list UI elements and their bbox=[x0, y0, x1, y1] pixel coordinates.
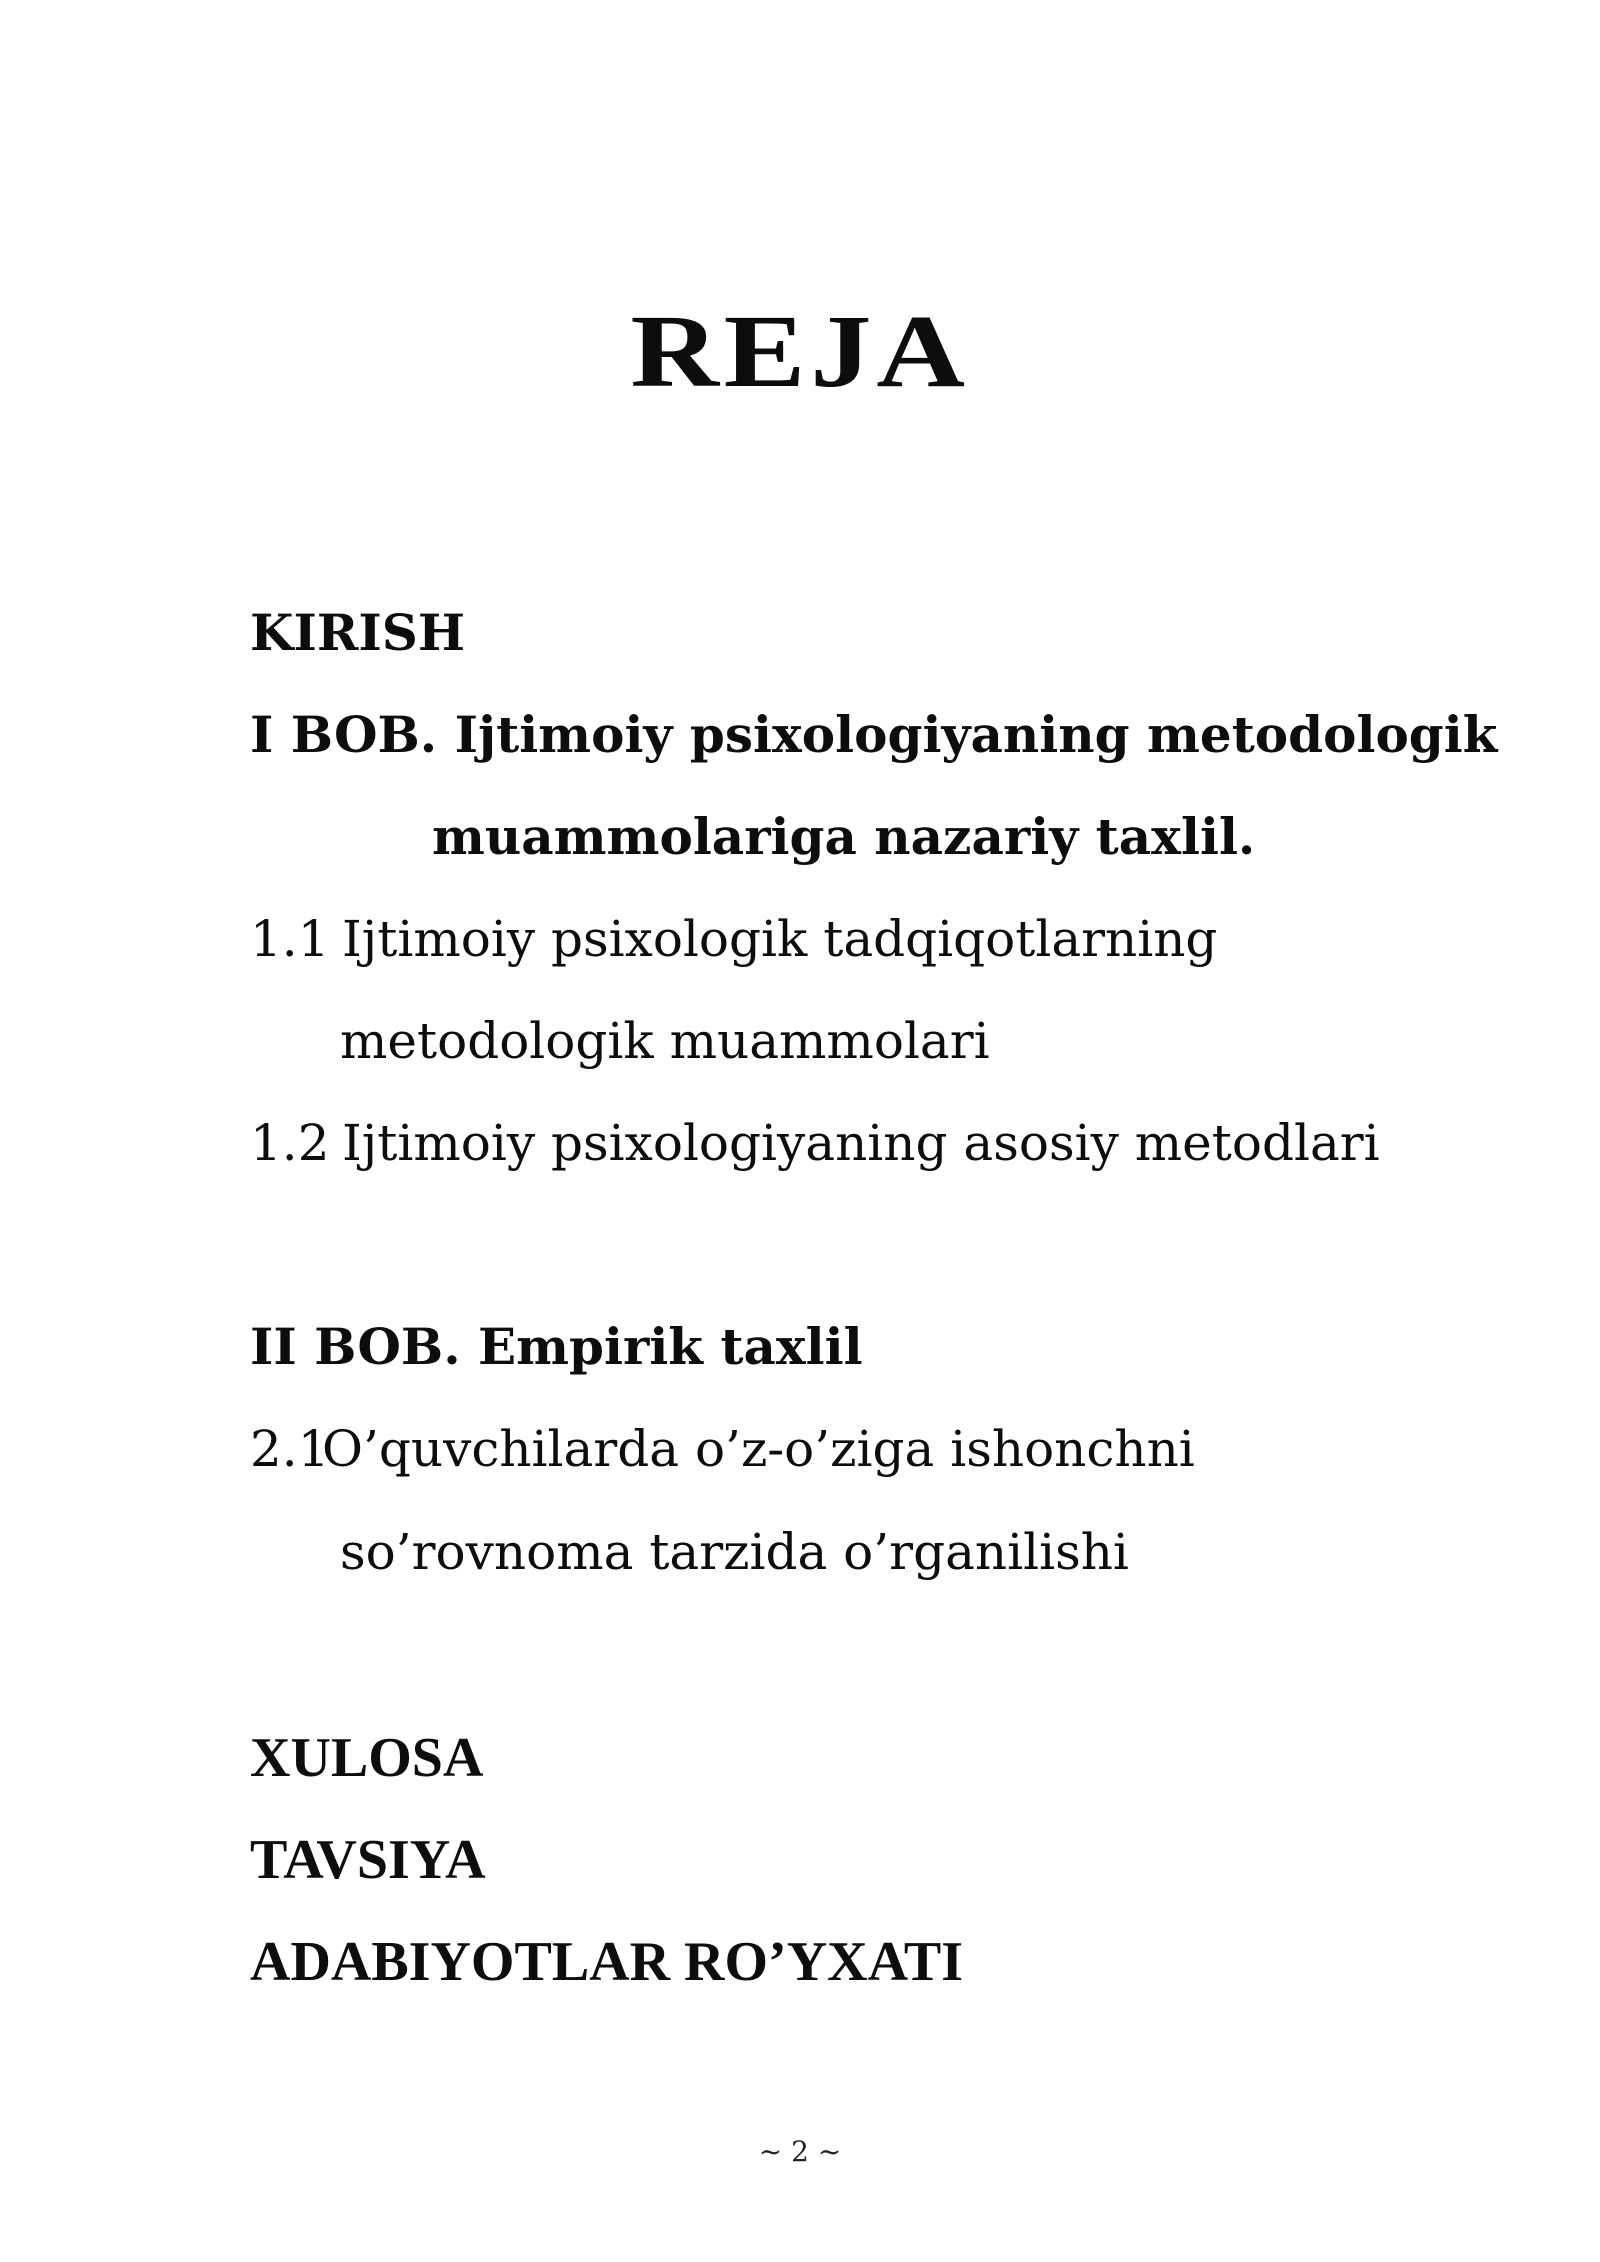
toc-entry-bob2: II BOB. Empirik taxlil bbox=[250, 1317, 863, 1376]
toc-entry-1-1 bbox=[250, 910, 1218, 968]
section-title: O’quvchilarda o’z-o’ziga ishonchni bbox=[322, 1420, 1195, 1478]
section-number: 1.1 bbox=[250, 910, 330, 968]
section-title: Ijtimoiy psixologik tadqiqotlarning bbox=[342, 910, 1218, 968]
toc-entry-tavsiya: TAVSIYA bbox=[250, 1829, 486, 1891]
toc-entry-1-1-cont: metodologik muammolari bbox=[340, 1012, 990, 1070]
page-number: ~ 2 ~ bbox=[758, 2135, 842, 2168]
section-number: 2.1 bbox=[250, 1420, 330, 1478]
toc-entry-xulosa: XULOSA bbox=[250, 1727, 484, 1789]
toc-entry-1-2 bbox=[250, 1114, 1380, 1172]
toc-entry-bob1-line1: I BOB. Ijtimoiy psixologiyaning metodologik bbox=[250, 705, 1498, 764]
toc-entry-2-1-cont: so’rovnoma tarzida o’rganilishi bbox=[340, 1523, 1129, 1581]
toc-entry-adabiyotlar: ADABIYOTLAR RO’YXATI bbox=[250, 1931, 964, 1993]
section-title: Ijtimoiy psixologiyaning asosiy metodlari bbox=[342, 1114, 1380, 1172]
page-title: REJA bbox=[630, 294, 970, 409]
toc-entry-2-1 bbox=[250, 1420, 1195, 1478]
toc-entry-kirish: KIRISH bbox=[250, 603, 466, 662]
toc-entry-bob1-line2: muammolariga nazariy taxlil. bbox=[432, 807, 1256, 866]
section-number: 1.2 bbox=[250, 1114, 330, 1172]
